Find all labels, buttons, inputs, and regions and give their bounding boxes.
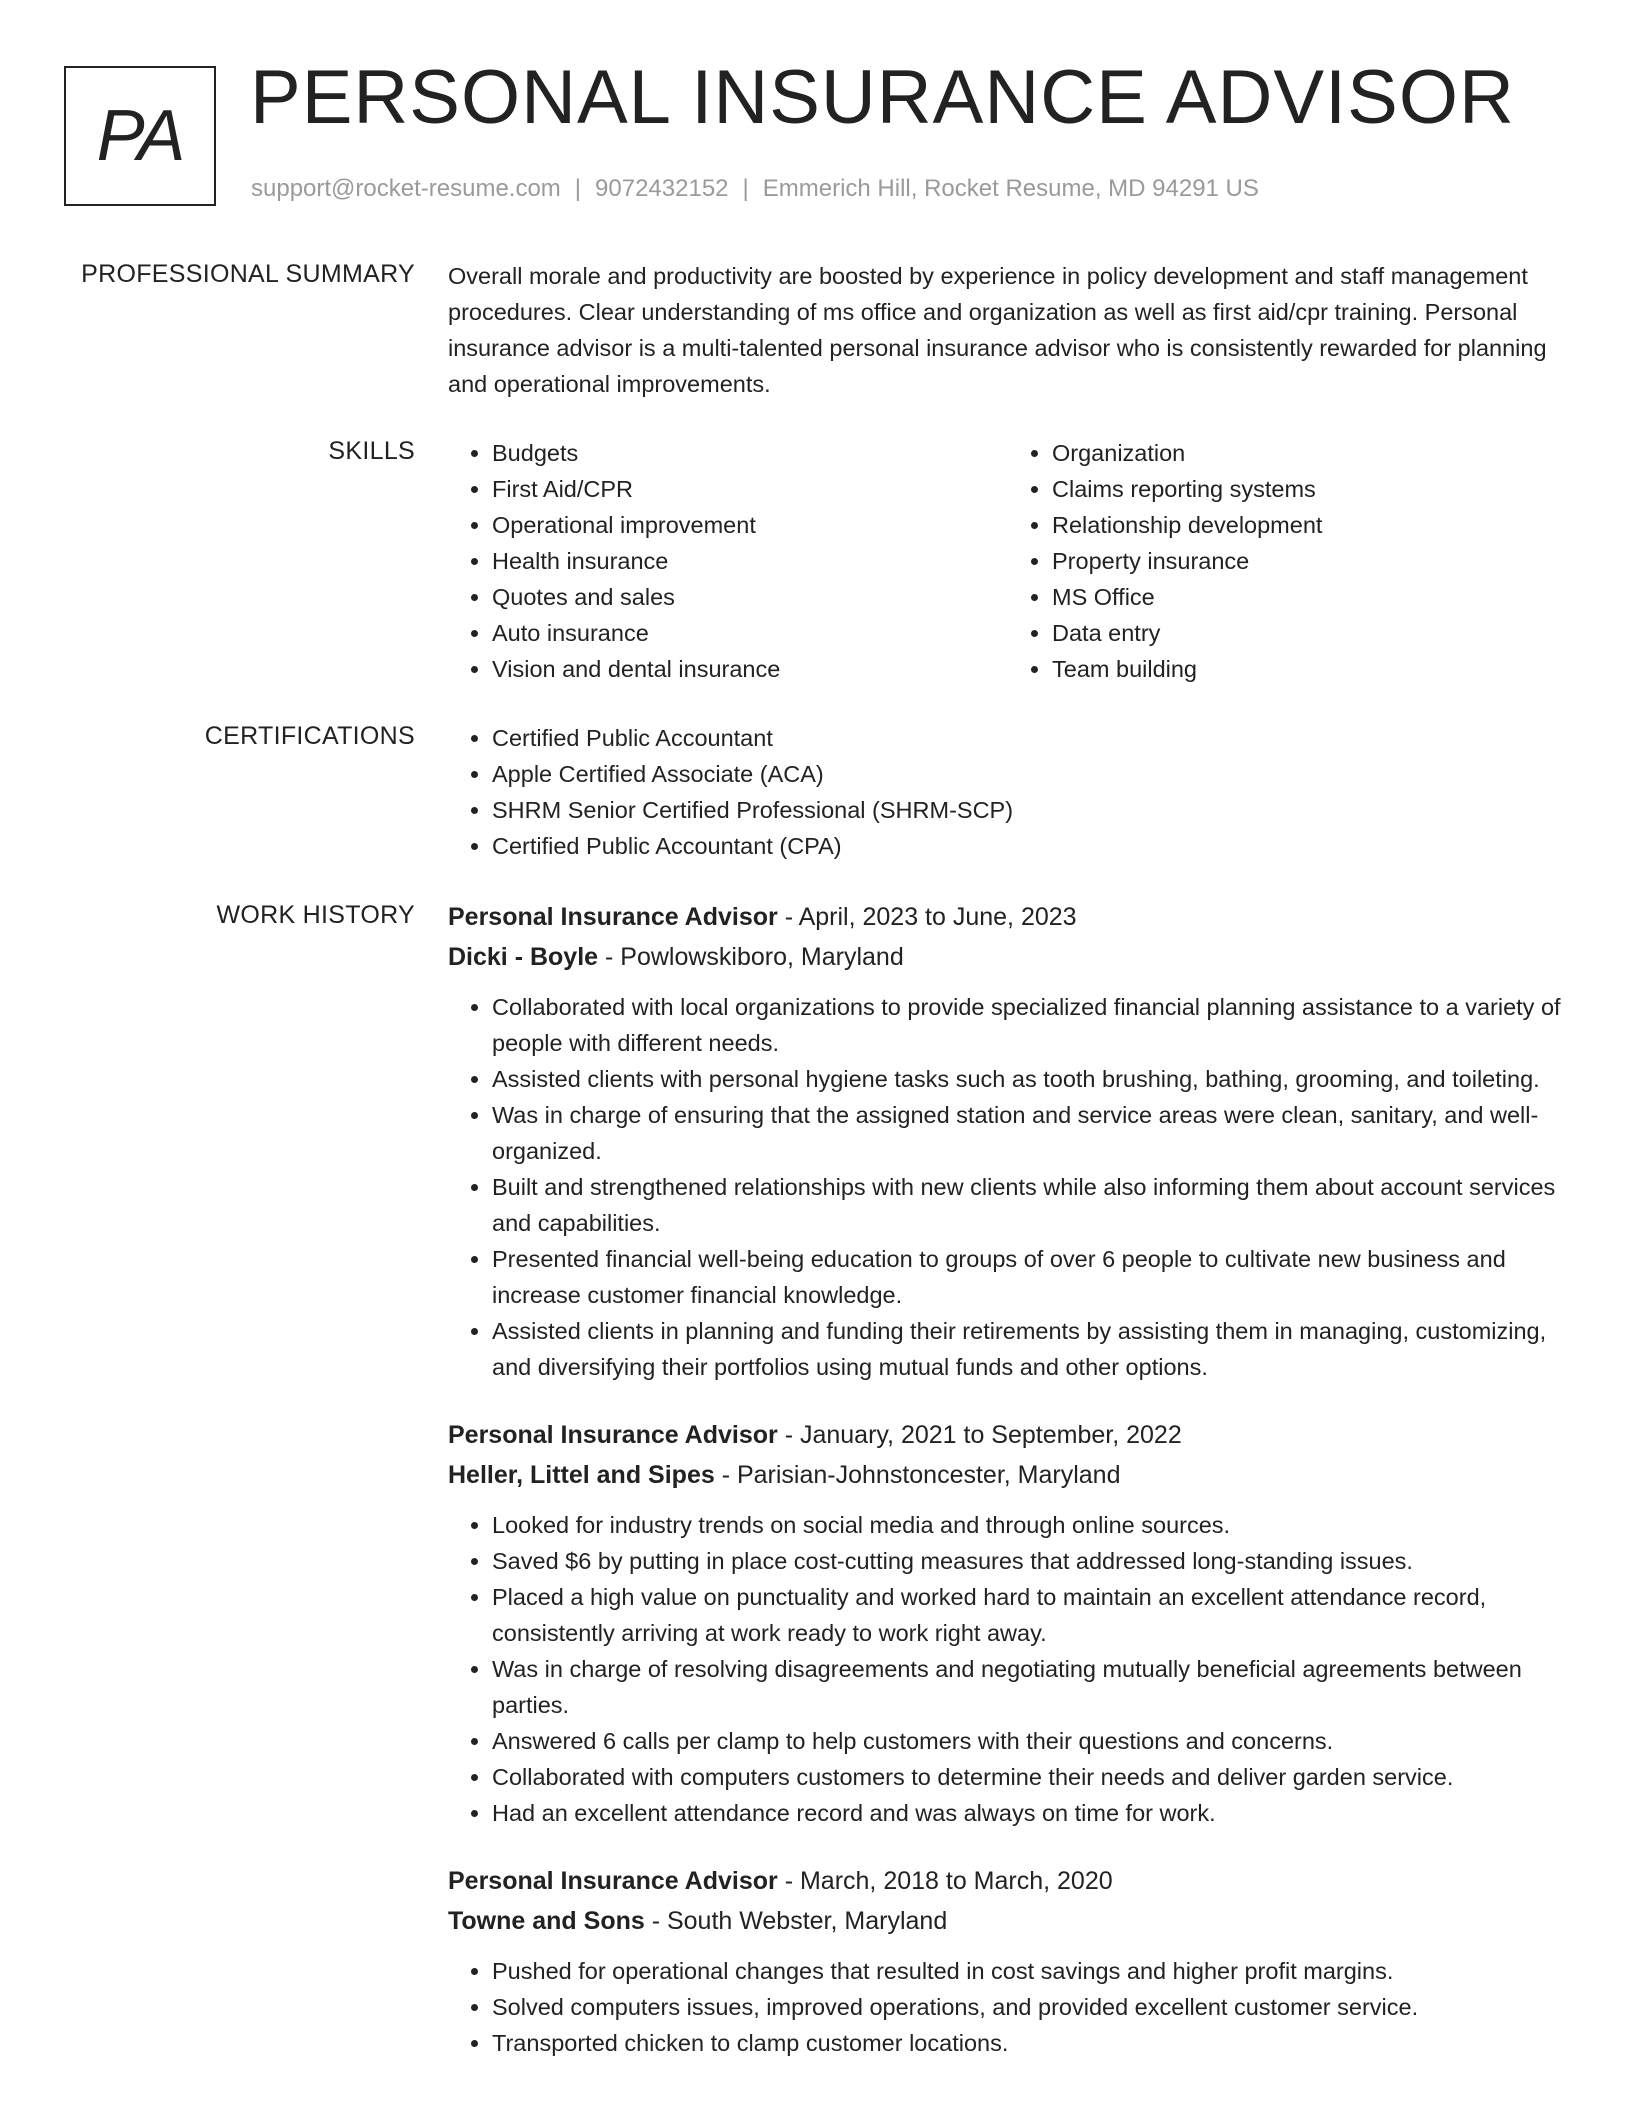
job-location: - South Webster, Maryland [644, 1907, 948, 1935]
list-item: • Auto insurance [492, 615, 1008, 651]
job-title: Personal Insurance Advisor [448, 903, 778, 931]
list-item: • Built and strengthened relationships with new clients while also informing them about account services and capabilities. [492, 1169, 1568, 1241]
list-item: • Team building [1052, 651, 1568, 687]
job-bullets [448, 1953, 1568, 2061]
summary-text: Overall morale and productivity are boosted by experience in policy development and staff management procedures. Clear understanding of ms office and organization as well as first aid/cpr training. Personal insurance advisor is a multi-talented personal insurance advisor who is consistently rewarded for planning and operational improvements. [448, 263, 1547, 397]
job-dates: - March, 2018 to March, 2020 [777, 1867, 1113, 1895]
list-item: • Quotes and sales [492, 579, 1008, 615]
list-item: • Assisted clients with personal hygiene tasks such as tooth brushing, bathing, grooming, and toileting. [492, 1061, 1568, 1097]
job-title-line [448, 1415, 1568, 1455]
job-bullets [448, 1507, 1568, 1831]
certifications-body [448, 720, 1568, 864]
list-item: • Saved $6 by putting in place cost-cutting measures that addressed long-standing issues. [492, 1543, 1568, 1579]
list-item: • Placed a high value on punctuality and worked hard to maintain an excellent attendance record, consistently arriving at work ready to work right away. [492, 1579, 1568, 1651]
list-item: • Vision and dental insurance [492, 651, 1008, 687]
job-company-line [448, 1901, 1568, 1941]
list-item: • Presented financial well-being education to groups of over 6 people to cultivate new business and increase customer financial knowledge. [492, 1241, 1568, 1313]
list-item: • Solved computers issues, improved operations, and provided excellent customer service. [492, 1989, 1568, 2025]
contact-separator: | [742, 175, 749, 202]
job-entry [448, 897, 1568, 1385]
list-item: • Relationship development [1052, 507, 1568, 543]
contact-address: Emmerich Hill, Rocket Resume, MD 94291 US [762, 175, 1259, 202]
section-label-skills: SKILLS [328, 437, 415, 465]
list-item: • Data entry [1052, 615, 1568, 651]
contact-phone: 9072432152 [595, 175, 729, 202]
list-item: • Property insurance [1052, 543, 1568, 579]
contact-email: support@rocket-resume.com [251, 175, 561, 202]
certifications-list [448, 720, 1568, 864]
skills-body [448, 435, 1568, 687]
job-location: - Powlowskiboro, Maryland [598, 943, 904, 971]
job-title-line [448, 897, 1568, 937]
list-item: • Certified Public Accountant [492, 720, 1568, 756]
resume-name: PERSONAL INSURANCE ADVISOR [250, 55, 1515, 140]
skills-columns [448, 435, 1568, 687]
job-entry [448, 1415, 1568, 1831]
job-dates: - April, 2023 to June, 2023 [777, 903, 1077, 931]
list-item: • Budgets [492, 435, 1008, 471]
monogram-initials: PA [96, 96, 184, 176]
list-item: • Apple Certified Associate (ACA) [492, 756, 1568, 792]
list-item: • Had an excellent attendance record and was always on time for work. [492, 1795, 1568, 1831]
job-company-line [448, 937, 1568, 977]
skills-list-left [448, 435, 1008, 687]
section-label-summary: PROFESSIONAL SUMMARY [81, 260, 415, 288]
job-location: - Parisian-Johnstoncester, Maryland [714, 1461, 1121, 1489]
work-history-body [448, 897, 1568, 2091]
list-item: • Transported chicken to clamp customer locations. [492, 2025, 1568, 2061]
contact-line [251, 175, 1259, 203]
list-item: • Pushed for operational changes that resulted in cost savings and higher profit margins. [492, 1953, 1568, 1989]
job-company: Heller, Littel and Sipes [448, 1461, 715, 1489]
list-item: • Certified Public Accountant (CPA) [492, 828, 1568, 864]
list-item: • Was in charge of ensuring that the assigned station and service areas were clean, sanitary, and well-organized. [492, 1097, 1568, 1169]
list-item: • Collaborated with local organizations to provide specialized financial planning assistance to a variety of people with different needs. [492, 989, 1568, 1061]
job-company: Dicki - Boyle [448, 943, 599, 971]
job-company: Towne and Sons [448, 1907, 645, 1935]
list-item: • Claims reporting systems [1052, 471, 1568, 507]
list-item: • Was in charge of resolving disagreements and negotiating mutually beneficial agreements between parties. [492, 1651, 1568, 1723]
skills-list-right [1008, 435, 1568, 687]
section-label-work-history: WORK HISTORY [216, 901, 415, 929]
list-item: • Operational improvement [492, 507, 1008, 543]
job-dates: - January, 2021 to September, 2022 [777, 1421, 1182, 1449]
contact-separator: | [574, 175, 582, 202]
list-item: • Organization [1052, 435, 1568, 471]
list-item: • Looked for industry trends on social media and through online sources. [492, 1507, 1568, 1543]
list-item: • Collaborated with computers customers to determine their needs and deliver garden service. [492, 1759, 1568, 1795]
list-item: • SHRM Senior Certified Professional (SHRM-SCP) [492, 792, 1568, 828]
list-item: • Assisted clients in planning and funding their retirements by assisting them in managing, customizing, and diversifying their portfolios using mutual funds and other options. [492, 1313, 1568, 1385]
list-item: • MS Office [1052, 579, 1568, 615]
job-title: Personal Insurance Advisor [448, 1867, 778, 1895]
job-title-line [448, 1861, 1568, 1901]
list-item: • Answered 6 calls per clamp to help customers with their questions and concerns. [492, 1723, 1568, 1759]
monogram-box [64, 66, 216, 206]
list-item: • Health insurance [492, 543, 1008, 579]
list-item: • First Aid/CPR [492, 471, 1008, 507]
job-entry [448, 1861, 1568, 2061]
job-bullets [448, 989, 1568, 1385]
job-company-line [448, 1455, 1568, 1495]
summary-body [448, 258, 1568, 402]
job-title: Personal Insurance Advisor [448, 1421, 778, 1449]
section-label-certifications: CERTIFICATIONS [204, 722, 415, 750]
